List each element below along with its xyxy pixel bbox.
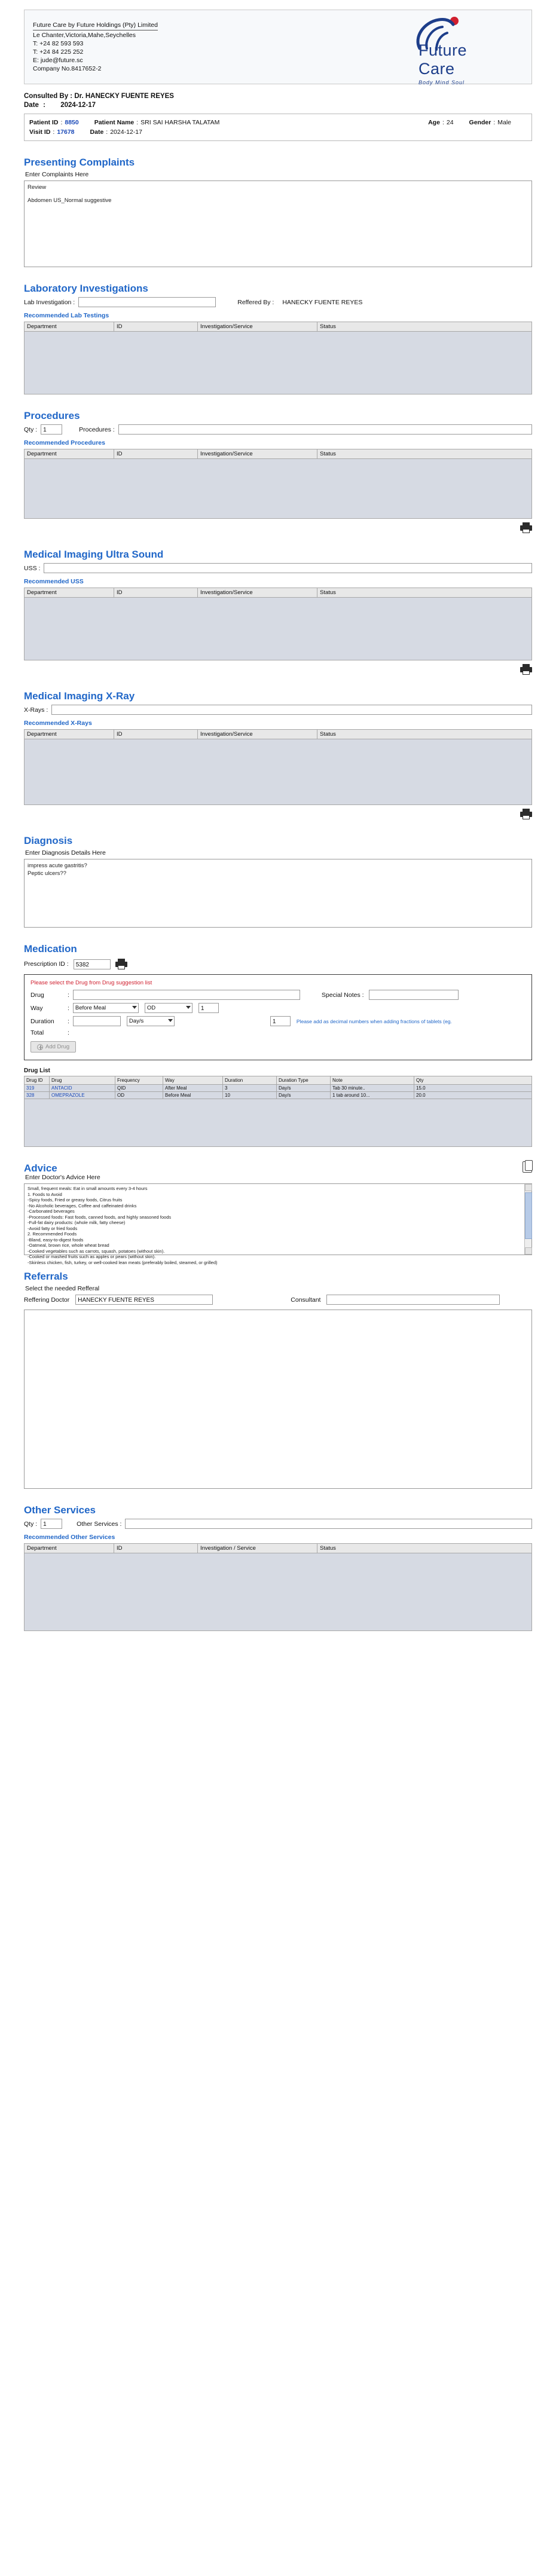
referring-doctor-label: Reffering Doctor [24,1296,70,1304]
patient-age-label: Age [428,119,440,126]
patient-row-1 [29,118,527,127]
dl-r0-qty: 15.0 [414,1085,532,1092]
printer-icon[interactable] [520,522,532,533]
add-drug-row [30,1041,526,1053]
logo-future-text: Future [418,41,468,59]
advice-line-0: Small, frequent meals: Eat in small amounts every 3-4 hours [28,1186,148,1191]
proc-col-status: Status [317,449,532,459]
advice-line-7: -Avoid fatty or fried foods [28,1225,78,1231]
total-row [30,1029,526,1036]
xray-title: Medical Imaging X-Ray [24,690,135,702]
add-drug-button[interactable] [30,1041,76,1053]
xray-col-service: Investigation/Service [198,730,317,739]
referring-doctor-row [24,1295,532,1305]
dl-r0-duration: 3 [223,1085,277,1092]
uss-table-body [24,598,532,660]
patient-age-sep: : [442,119,444,126]
advice-line-1: 1. Foods to Avoid [28,1191,62,1197]
advice-title: Advice [24,1162,57,1174]
drug-list-title: Drug List [24,1067,50,1074]
recommended-uss-link[interactable]: Recommended USS [24,578,84,585]
patient-info-box [24,114,532,141]
lab-table [24,322,532,332]
dl-r1-way: Before Meal [163,1092,223,1099]
decimal-note: Please add as decimal numbers when adding fractions of tablets (eg. [296,1018,452,1024]
dl-r0-freq: QID [115,1085,163,1092]
xray-label: X-Rays : [24,706,48,714]
dl-col-frequency: Frequency [115,1076,163,1085]
consultant-label: Consultant [291,1296,321,1304]
xray-table [24,729,532,739]
uss-col-status: Status [317,588,532,598]
clinic-address-block [33,16,386,73]
dl-col-duration: Duration [223,1076,277,1085]
uss-label: USS : [24,564,41,572]
procedures-row [24,424,532,435]
clinic-logo [386,16,523,85]
scroll-up-icon[interactable] [525,1184,532,1191]
dl-r1-id: 328 [25,1092,50,1099]
dl-col-way: Way [163,1076,223,1085]
patient-gender-value: Male [497,119,511,126]
duration-row [30,1016,526,1026]
dl-col-note: Note [331,1076,414,1085]
advice-line-5: -Processed foods: Fast foods, canned foods, and highly seasoned foods [28,1214,172,1220]
patient-gender-label: Gender [469,119,491,126]
xray-col-id: ID [114,730,198,739]
duration-type-value: Day/s [129,1018,144,1024]
consult-date-value: 2024-12-17 [60,102,96,109]
clinic-phone-2: T: +24 84 225 252 [33,48,84,56]
logo-wordmark [418,41,467,85]
prescription-id-label: Prescription ID : [24,960,69,968]
advice-scrollbar[interactable] [524,1184,531,1255]
patient-gender-sep: : [493,119,496,126]
table-header-row [25,322,532,332]
dl-col-qty: Qty [414,1076,532,1085]
printer-icon[interactable] [115,959,127,969]
medication-entry-panel [24,974,532,1060]
table-header-row [25,588,532,598]
advice-line-10: -Oatmeal, brown rice, whole wheat bread [28,1243,109,1248]
lab-col-status: Status [317,322,532,332]
procedures-table-body [24,459,532,519]
lab-investigation-row [24,297,532,307]
drug-input[interactable] [73,990,300,1000]
recommended-procedures-link[interactable]: Recommended Procedures [24,439,105,446]
prescription-id-row [24,959,532,969]
drug-list-filler [24,1099,532,1147]
consulted-by-row [24,93,532,100]
clinic-company-no: Company No.8417652-2 [33,65,102,72]
dl-r0-id: 319 [25,1085,50,1092]
dl-r1-note: 1 tab around 10... [331,1092,414,1099]
recommended-other-services-link[interactable]: Recommended Other Services [24,1534,115,1541]
xray-col-department: Department [25,730,114,739]
consultant-input[interactable] [326,1295,500,1305]
drug-sep: : [68,991,69,999]
duration-qty-input[interactable]: 1 [270,1016,291,1026]
visit-date-label: Date [90,129,104,136]
drug-list-table [24,1076,532,1099]
xray-table-body [24,739,532,805]
other-col-service: Investigation / Service [198,1544,317,1553]
total-sep: : [68,1029,69,1036]
table-header-row [25,449,532,459]
uss-table [24,588,532,598]
xray-col-status: Status [317,730,532,739]
uss-col-service: Investigation/Service [198,588,317,598]
visit-date-sep: : [106,129,108,136]
logo-tagline: Body Mind Soul [418,79,465,85]
clinic-email: E: jude@future.sc [33,57,83,64]
xray-print-row [24,809,532,819]
patient-age-value: 24 [446,119,454,126]
patient-name-sep: : [136,119,139,126]
printer-icon[interactable] [520,809,532,819]
patient-row-2 [29,127,527,137]
procedures-table [24,449,532,459]
dl-col-drug: Drug [50,1076,115,1085]
procedures-input[interactable] [118,424,532,435]
proc-col-department: Department [25,449,114,459]
advice-copy-row [24,1161,532,1173]
clinic-header [24,10,532,84]
table-row[interactable] [25,1092,532,1099]
medication-title: Medication [24,943,77,954]
consulted-by-doctor: Dr. HANECKY FUENTE REYES [74,93,174,100]
advice-line-11: -Cooked vegetables such as carrots, squash, potatoes (without skin). [28,1248,165,1254]
dl-r1-qty: 20.0 [414,1092,532,1099]
laboratory-title: Laboratory Investigations [24,283,148,294]
patient-id-label: Patient ID [29,119,59,126]
lab-col-id: ID [114,322,198,332]
other-services-input[interactable] [125,1519,532,1529]
clinic-address: Le Chanter,Victoria,Mahe,Seychelles [33,32,136,39]
drug-selection-warning: Please select the Drug from Drug suggestion list [30,980,152,986]
duration-label: Duration [30,1017,54,1025]
recommended-xrays-link[interactable]: Recommended X-Rays [24,720,92,727]
dl-r1-drug: OMEPRAZOLE [50,1092,115,1099]
xray-input[interactable] [51,705,532,715]
complaints-textarea[interactable] [24,180,532,267]
dl-r1-durationtype: Day/s [277,1092,331,1099]
clinic-phone-1: T: +24 82 593 593 [33,40,84,47]
consult-date-label: Date [24,102,39,109]
printer-icon[interactable] [520,664,532,675]
other-services-title: Other Services [24,1504,96,1516]
total-label: Total [30,1029,44,1036]
xray-row [24,705,532,715]
referrals-title: Referrals [24,1271,68,1282]
way-select-value: Before Meal [75,1005,106,1011]
lab-investigation-label: Lab Investigation : [24,298,75,306]
patient-name-value: SRI SAI HARSHA TALATAM [140,119,220,126]
visit-date-value: 2024-12-17 [110,129,142,136]
visit-id-label: Visit ID [29,129,51,136]
dl-col-durationtype: Duration Type [277,1076,331,1085]
plus-icon [37,1044,43,1050]
logo-care-text: Care [418,60,455,78]
dl-r0-durationtype: Day/s [277,1085,331,1092]
procedures-title: Procedures [24,410,80,421]
lab-referred-by-value: HANECKY FUENTE REYES [282,298,363,306]
frequency-select[interactable] [145,1003,193,1013]
procedures-qty-label: Qty : [24,426,38,433]
duration-type-select[interactable] [127,1016,175,1026]
advice-line-8: 2. Recommended Foods [28,1231,77,1237]
diagnosis-sub: Enter Diagnosis Details Here [25,849,106,856]
duration-sep: : [68,1017,69,1025]
lab-referred-by-label: Reffered By : [237,298,274,306]
other-services-label: Other Services : [77,1520,122,1528]
diagnosis-line-2: Peptic ulcers?? [28,870,66,877]
other-services-table [24,1543,532,1553]
procedures-label: Procedures : [79,426,115,433]
other-col-status: Status [317,1544,532,1553]
visit-id-sep: : [53,129,55,136]
patient-name-label: Patient Name [94,119,135,126]
advice-line-13: -Skinless chicken, fish, turkey, or well-cooked lean meats (preferably boiled, steamed, or grilled) [28,1259,218,1265]
dl-col-drugid: Drug ID [25,1076,50,1085]
way-select[interactable] [73,1003,139,1013]
advice-sub: Enter Doctor's Advice Here [25,1174,100,1181]
table-header-row [25,1076,532,1085]
dl-r0-note: Tab 30 minute.. [331,1085,414,1092]
table-header-row [25,1544,532,1553]
other-qty-label: Qty : [24,1520,38,1528]
diagnosis-textarea[interactable] [24,859,532,928]
consult-date-sep: : [43,102,45,109]
advice-textarea[interactable] [24,1183,532,1265]
advice-line-6: -Full-fat dairy products: (whole milk, fatty cheese) [28,1220,126,1225]
lab-investigation-input[interactable] [78,297,216,307]
uss-col-id: ID [114,588,198,598]
frequency-qty-input[interactable]: 1 [198,1003,219,1013]
visit-id-value: 17678 [57,129,75,136]
way-label: Way [30,1004,43,1012]
diagnosis-line-1: impress acute gastritis? [28,862,87,869]
procedures-print-row [24,522,532,533]
advice-line-2: -Spicy foods, Fried or greasy foods, Citrus fruits [28,1197,123,1203]
referring-doctor-input[interactable]: HANECKY FUENTE REYES [75,1295,213,1305]
uss-col-department: Department [25,588,114,598]
way-row [30,1003,526,1013]
advice-line-3: -No Alcoholic beverages, Coffee and caffeinated drinks [28,1203,137,1209]
special-notes-input[interactable] [369,990,459,1000]
other-col-department: Department [25,1544,114,1553]
other-col-id: ID [114,1544,198,1553]
drug-label: Drug [30,991,44,999]
uss-print-row [24,664,532,675]
special-notes-label: Special Notes : [321,991,364,999]
ultrasound-title: Medical Imaging Ultra Sound [24,549,164,560]
patient-id-sep: : [60,119,63,126]
way-sep: : [68,1004,69,1012]
advice-line-4: -Carbonated beverages [28,1209,75,1214]
clinic-name: Future Care by Future Holdings (Pty) Limited [33,21,158,30]
scroll-down-icon[interactable] [525,1247,532,1255]
uss-row [24,563,532,573]
duration-input[interactable] [73,1016,121,1026]
dl-r0-way: After Meal [163,1085,223,1092]
other-services-table-body [24,1553,532,1631]
referrals-sub: Select the needed Refferal [25,1285,100,1292]
table-header-row [25,730,532,739]
uss-input[interactable] [44,563,532,573]
procedures-qty-input[interactable]: 1 [41,424,62,435]
dl-r0-drug: ANTACID [50,1085,115,1092]
advice-line-12: -Cooked or mashed fruits such as apples or pears (without skin). [28,1254,156,1259]
presenting-complaints-title: Presenting Complaints [24,157,135,168]
dl-r1-duration: 10 [223,1092,277,1099]
advice-field-wrap [24,1183,532,1265]
add-drug-label: Add Drug [45,1044,70,1050]
frequency-select-value: OD [146,1005,156,1011]
diagnosis-title: Diagnosis [24,835,73,846]
table-row[interactable] [25,1085,532,1092]
referral-list-area [24,1310,532,1489]
complaint-line-1: Review [28,184,47,191]
prescription-id-input[interactable]: 5382 [74,959,111,969]
lab-col-department: Department [25,322,114,332]
proc-col-service: Investigation/Service [198,449,317,459]
scrollbar-thumb[interactable] [525,1192,532,1239]
copy-icon[interactable] [523,1161,532,1173]
complaint-line-2: Abdomen US_Normal suggestive [28,197,112,204]
consult-date-row [24,102,532,109]
other-services-row [24,1519,532,1529]
patient-id-value: 8850 [65,119,79,126]
other-qty-input[interactable]: 1 [41,1519,62,1529]
lab-col-service: Investigation/Service [198,322,317,332]
presenting-complaints-sub: Enter Complaints Here [25,171,89,178]
dl-r1-freq: OD [115,1092,163,1099]
proc-col-id: ID [114,449,198,459]
recommended-lab-link[interactable]: Recommended Lab Testings [24,312,109,319]
advice-line-9: -Bland, easy-to-digest foods [28,1237,84,1243]
drug-row [30,990,526,1000]
consulted-by-label: Consulted By : [24,93,73,100]
lab-table-body [24,332,532,394]
